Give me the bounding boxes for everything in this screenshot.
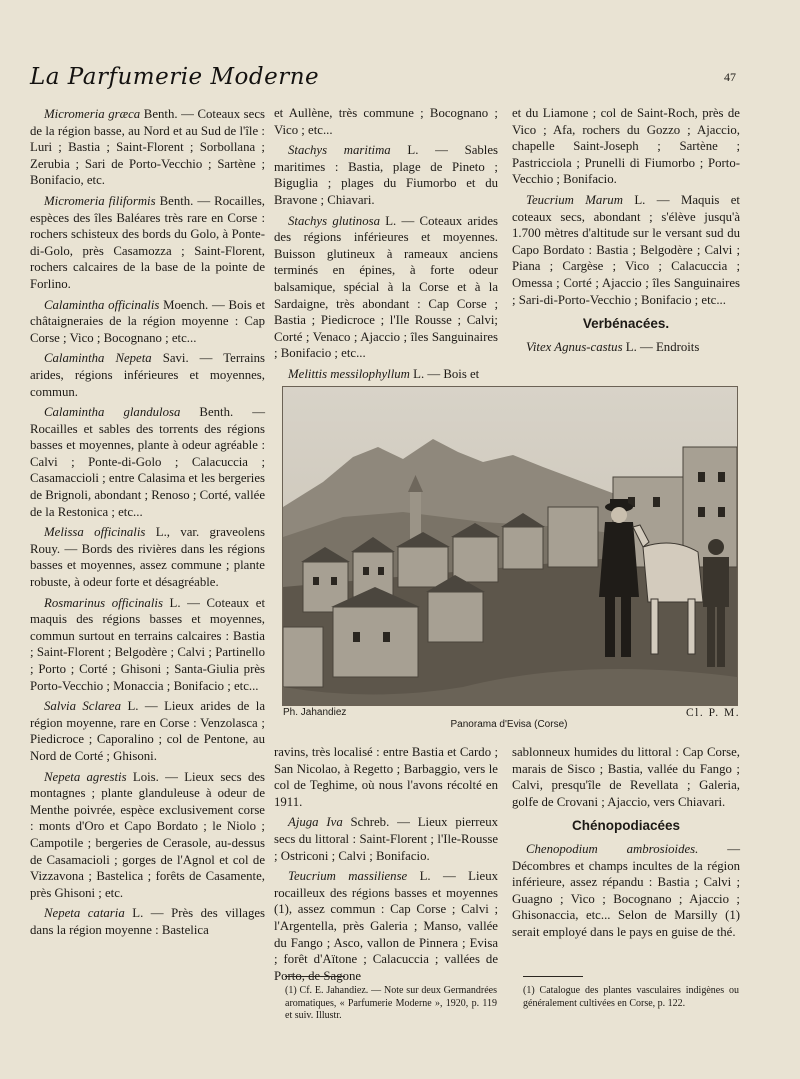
continuation-text: et Aullène, très commune ; Bocognano ; Vico ; etc...: [274, 106, 498, 137]
entry: Ajuga Iva Schreb. — Lieux pierreux secs du littoral : Saint-Florent ; l'Ile-Rousse ; Ostriconi ; Calvi ; Bonifacio.: [274, 815, 498, 863]
entry: Micromeria filiformis Benth. — Rocailles, espèces des îles Baléares très rare en Corse : rochers schisteux des bords du Golo, à Ponte-di-Golo, près Casamozza ; Saint-Florent, rochers calcaires de la base de la pointe de Forlino.: [30, 193, 265, 291]
entry: Chenopodium ambrosioides. — Décombres et champs incultes de la région inférieure, assez répandu : Bastia ; Calvi ; Guagno ; Vico ; Bocognano ; Ajaccio ; Ghisonaccia, etc... Selon de Marsilly (1) serait employé dans le pays en guise de thé.: [512, 841, 740, 939]
entry: Nepeta cataria L. — Près des villages dans la région moyenne : Bastelica: [30, 906, 265, 937]
photo-credit: Ph. Jahandiez: [283, 707, 347, 718]
entry: Calamintha Nepeta Savi. — Terrains arides, régions inférieures et moyennes, commun.: [30, 351, 265, 399]
village-photograph: [282, 386, 738, 706]
section-heading: Chénopodiacées: [571, 818, 681, 834]
entry: Calamintha glandulosa Benth. — Rocailles et sables des torrents des régions basses et moyennes, plante à odeur agréable : Calvi ; Ponte-di-Golo ; Calacuccia ; Casamaccioli ; entre Calasima et les bergeries de Brignoli, abondant ; Renoso ; Corté, vallée de la Restonica ; etc...: [30, 405, 266, 519]
entry: Salvia Sclarea L. — Lieux arides de la région moyenne, rare en Corse : Venzolasca ; Piedicroce ; Caporalino ; col de Pentone, au Nord de Corté ; Ghisoni.: [30, 699, 266, 763]
entry: Vitex Agnus-castus L. — Endroits: [526, 339, 700, 354]
column-2: [274, 105, 498, 387]
entry: Micromeria græca Benth. — Coteaux secs de la région basse, au Nord et au Sud de l'île : Luri ; Bastia ; Saint-Florent ; Sorbollana ; Zerubia ; Sari de Porto-Vecchio ; Sartène ; Bonifacio, etc.: [30, 107, 265, 188]
column-4: [274, 744, 498, 988]
village-photo-illustration: [283, 387, 737, 705]
footnote-left: (1) Cf. E. Jahandiez. — Note sur deux Germandrées aromatiques, « Parfumerie Moderne », 1920, p. 119 et suiv. Illustr.: [285, 985, 497, 1021]
column-5: [512, 744, 740, 945]
entry: Melittis messilophyllum L. — Bois et: [288, 366, 480, 381]
column-3: [512, 105, 740, 359]
entry: Melissa officinalis L., var. graveolens Rouy. — Bords des rivières dans les régions basses et moyennes, assez commune ; plante robuste, à odeur forte et désagréable.: [30, 525, 265, 590]
entry: Rosmarinus officinalis L. — Coteaux et maquis des régions basses et moyennes, commun surtout en terrains calcaires : Bastia ; Saint-Florent ; Belgodère ; Calvi ; Partinello ; Porto ; Corté ; Ghisoni ; Santa-Giulia près Porto-Vecchio ; Monaccia ; Bonifacio ; etc...: [30, 595, 265, 693]
column-1: [30, 106, 265, 943]
photo-caption: Panorama d'Evisa (Corse): [450, 719, 568, 730]
entry: Teucrium massiliense L. — Lieux rocailleux des régions basses et moyennes (1), assez commun : Cap Corse ; Calvi ; l'Argentella, près Galeria ; Manso, vallée du Fango ; Asco, vallon de Pinnera ; Evisa ; forêt d'Aïtone ; Calacuccia ; vallées de Porto, de Sagone: [274, 869, 498, 983]
entry: Stachys glutinosa L. — Coteaux arides des régions inférieures et moyennes. Buisson glutineux à rameaux anciens terminés en épines, à forte odeur balsamique, spécial à la Corse et à la Sardaigne, très abondant : Cap Corse ; Bastia ; Piedicroce ; l'Ile Rousse ; Calvi; Corté ; Venaco ; Ajaccio ; îles Sanguinaires ; Bonifacio ; etc...: [274, 213, 498, 361]
footnote-right: (1) Catalogue des plantes vasculaires indigènes ou généralement cultivées en Corse, p. 122.: [523, 985, 739, 1009]
entry: Teucrium Marum L. — Maquis et coteaux secs, abondant ; s'élève jusqu'à 1.700 mètres d'altitude sur le versant sud du Capo Bordato : Bastia ; Belgodère ; Calvi ; Piana ; Cargèse ; Vico ; Calacuccia ; Omessa ; Corté ; Ajaccio ; îles Sanguinaires ; Sari-di-Porto-Vecchio ; Bonifacio ; etc...: [512, 192, 740, 307]
footnote-rule: [285, 976, 345, 977]
entry: Calamintha officinalis Moench. — Bois et châtaigneraies de la région moyenne : Cap Corse ; Vico ; Bocognano ; etc...: [30, 297, 265, 345]
continuation-text: sablonneux humides du littoral : Cap Corse, marais de Sisco ; Bastia, vallée du Fango ; Calvi, presqu'île de Revellata ; Galeria, golfe de Crovani ; Ajaccio, vers Chiavari.: [512, 745, 740, 809]
entry: Nepeta agrestis Lois. — Lieux secs des montagnes ; plante glanduleuse à odeur de Menthe poivrée, espèce exclusivement corse : monts d'Oro et Capo Bordato ; le Niolo ; Campotile ; bergeries de Cerasole, au-dessus de Casamacioli ; gorges de l'Agnol et col de Vizzavona ; Bastelica ; forêts de Casamente, près Ghisoni ; etc.: [30, 769, 266, 900]
continuation-text: ravins, très localisé : entre Bastia et Cardo ; San Nicolao, à Regetto ; Barbaggio, vers le col de Teghime, où nous l'avons récolté en 1911.: [274, 745, 498, 809]
entry: Stachys maritima L. — Sables maritimes : Bastia, plage de Pineto ; Biguglia ; plages du Fiumorbo et du Bravone ; Chiavari.: [274, 143, 499, 207]
page-number: 47: [724, 70, 736, 84]
section-heading: Verbénacées.: [582, 316, 670, 332]
photo-credit-right: Cl. P. M.: [686, 707, 741, 719]
continuation-text: et du Liamone ; col de Saint-Roch, près de Vico ; Afa, rochers du Gozzo ; Ajaccio, chapelle Saint-Joseph ; Sartène ; Pastricciola ; Prunelli di Fiumorbo ; Porto-Vecchio ; Bonifacio.: [512, 106, 740, 187]
journal-title-logo: La Parfumerie Moderne: [30, 64, 320, 90]
footnote-rule: [523, 976, 583, 977]
